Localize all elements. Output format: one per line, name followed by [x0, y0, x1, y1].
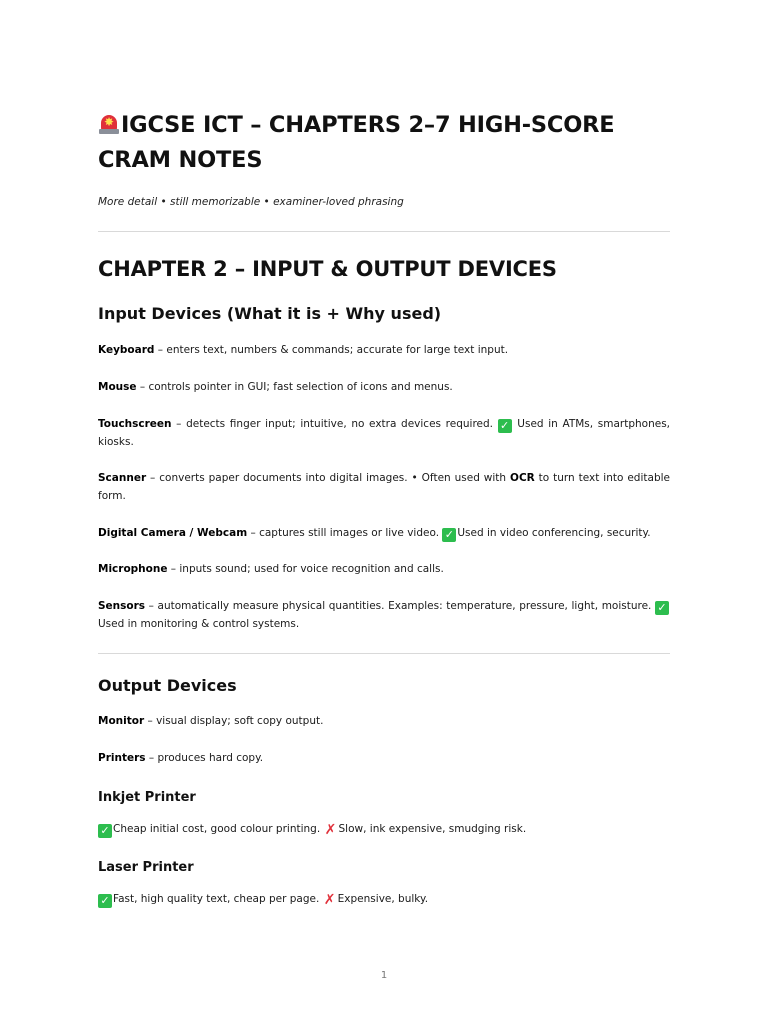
device-term: Scanner [98, 472, 147, 484]
inkjet-pros-cons [98, 821, 670, 839]
cross-mark-icon: ✗ [324, 822, 337, 838]
device-usage: Used in video conferencing, security. [457, 527, 651, 539]
laser-pros-cons [98, 891, 670, 909]
document-subtitle: More detail • still memorizable • examiner-loved phrasing [98, 196, 404, 208]
device-term: Keyboard [98, 344, 155, 356]
laser-printer-heading: Laser Printer [98, 860, 194, 875]
device-term: Mouse [98, 381, 137, 393]
check-mark-icon: ✓ [98, 894, 112, 908]
chapter-heading: CHAPTER 2 – INPUT & OUTPUT DEVICES [98, 257, 557, 281]
input-device-item [98, 525, 670, 543]
inkjet-printer-heading: Inkjet Printer [98, 790, 196, 805]
check-mark-icon: ✓ [98, 824, 112, 838]
check-mark-icon: ✓ [498, 419, 512, 433]
device-term: Printers [98, 752, 146, 764]
output-devices-heading: Output Devices [98, 676, 237, 695]
device-term: Digital Camera / Webcam [98, 527, 248, 539]
device-description: – produces hard copy. [145, 752, 264, 764]
input-device-item [98, 598, 670, 633]
input-device-item [98, 561, 670, 579]
device-usage: to turn text into editable form. [98, 472, 670, 502]
page-number: 1 [380, 970, 388, 981]
output-device-item [98, 713, 670, 731]
divider [98, 231, 670, 232]
inkjet-cons: Slow, ink expensive, smudging risk. [338, 823, 527, 835]
device-usage: Used in ATMs, smartphones, kiosks. [98, 418, 670, 448]
check-mark-icon: ✓ [442, 528, 456, 542]
device-description: – visual display; soft copy output. [144, 715, 324, 727]
input-device-item [98, 416, 670, 451]
device-description: – enters text, numbers & commands; accurate for large text input. [154, 344, 509, 356]
device-description: – controls pointer in GUI; fast selection of icons and menus. [136, 381, 453, 393]
device-description: – automatically measure physical quantities. Examples: temperature, pressure, light, moisture. [145, 600, 655, 612]
device-usage: Used in monitoring & control systems. [98, 617, 300, 630]
device-description: – converts paper documents into digital images. • Often used with [146, 472, 511, 484]
device-term: Sensors [98, 600, 146, 612]
document-title [98, 108, 670, 178]
device-term: Touchscreen [98, 418, 172, 430]
check-mark-icon: ✓ [655, 601, 669, 615]
device-description: – inputs sound; used for voice recognition and calls. [167, 563, 444, 575]
input-devices-heading: Input Devices (What it is + Why used) [98, 304, 442, 323]
laser-pros: Fast, high quality text, cheap per page. [113, 893, 323, 905]
divider [98, 653, 670, 654]
police-siren-icon: ✸ [98, 111, 120, 135]
output-device-item [98, 750, 670, 768]
input-device-item [98, 342, 670, 360]
input-device-item [98, 470, 670, 505]
laser-cons: Expensive, bulky. [337, 893, 429, 905]
device-term: Monitor [98, 715, 145, 727]
inkjet-pros: Cheap initial cost, good colour printing. [113, 823, 324, 835]
device-description: – captures still images or live video. [247, 527, 443, 539]
device-term-ocr: OCR [510, 472, 535, 484]
document-title-text: IGCSE ICT – CHAPTERS 2–7 HIGH-SCORE CRAM NOTES [98, 112, 615, 173]
cross-mark-icon: ✗ [323, 892, 336, 908]
device-term: Microphone [98, 563, 168, 575]
device-description: – detects finger input; intuitive, no extra devices required. [171, 418, 498, 430]
input-device-item [98, 379, 670, 397]
